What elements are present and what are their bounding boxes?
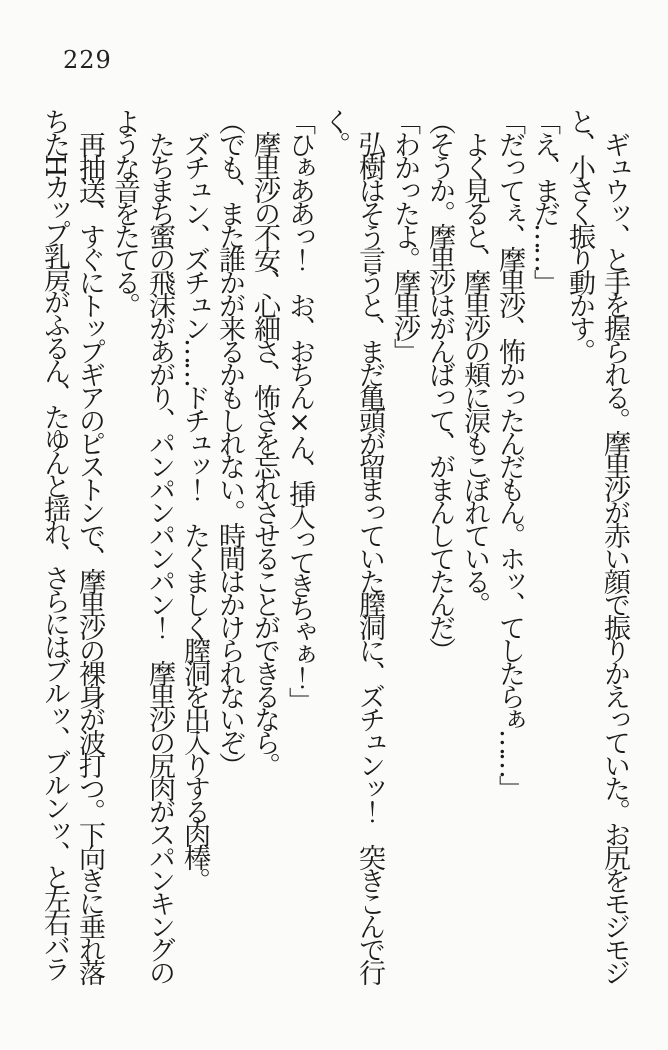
text-line: 「だってぇ、摩里沙、怖かったんだもん。ホッ、てしたらぁ……」 xyxy=(494,108,525,798)
text-line: と、小さく振り動かす。 xyxy=(564,108,595,361)
text-line: たちまち蜜の飛沫があがり、パンパンパンパン！ 摩里沙の尻肉がスパンキングの xyxy=(144,131,175,982)
text-line: よく見ると、摩里沙の頬に涙もこぼれている。 xyxy=(459,131,490,614)
text-line: く。 xyxy=(319,108,350,154)
text-line: ズチュン、ズチュン……ドチュッ！ たくましく膣洞を出入りする肉棒。 xyxy=(179,131,210,890)
text-line: 「ひぁああっ！ お、おちん×ん、挿入ってきちゃぁ！」 xyxy=(284,108,315,710)
page-number: 229 xyxy=(63,46,112,74)
text-line: 弘樹はそう言うと、まだ亀頭が留まっていた膣洞に、ズチュンッ！ 突きこんで行 xyxy=(354,131,385,982)
text-line: 「わかったよ。摩里沙」 xyxy=(389,108,420,361)
text-line: ような音をたてる。 xyxy=(109,108,140,315)
text-area xyxy=(37,108,632,998)
text-line: （そうか。摩里沙はがんばって、がまんしてたんだ） xyxy=(424,108,455,660)
text-line: （でも、また誰かが来るかもしれない。時間はかけられないぞ） xyxy=(214,108,245,775)
text-line: ちたHカップ乳房がふるん、たゆんと揺れ、さらにはブルッ、ブルンッ、と左右バラ xyxy=(39,108,70,979)
text-line: 摩里沙の不安、心細さ、怖さを忘れさせることができるなら。 xyxy=(249,131,280,775)
text-line: 再抽送、すぐにトップギアのピストンで、摩里沙の裸身が波打つ。下向きに垂れ落 xyxy=(74,131,105,982)
text-line: 「え、まだ……」 xyxy=(529,108,560,292)
text-line: ギュウッ、と手を握られる。摩里沙が赤い顔で振りかえっていた。お尻をモジモジ xyxy=(599,131,630,982)
